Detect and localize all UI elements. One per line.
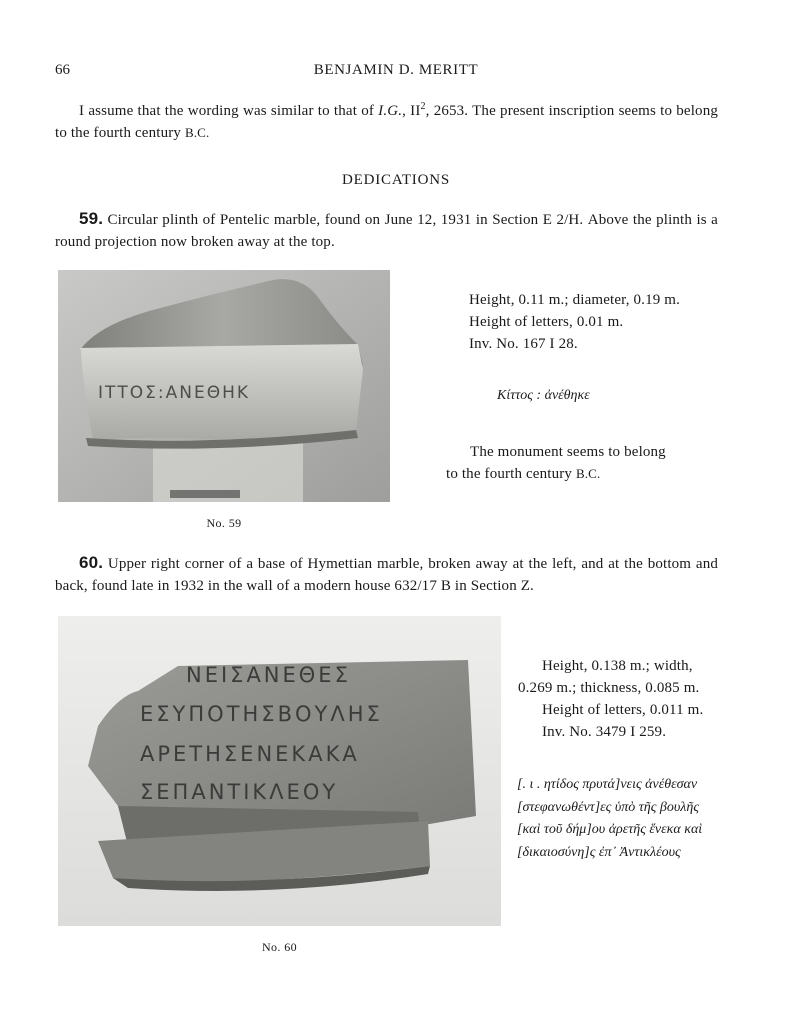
superscript: 2 bbox=[420, 101, 426, 112]
intro-text-a: I assume that the wording was similar to that of bbox=[79, 103, 379, 119]
dim-line: Height of letters, 0.01 m. bbox=[469, 314, 624, 330]
intro-text-c: , 2653. The present inscription seems to belong to the fourth century bbox=[55, 103, 719, 141]
plinth-inscription: ΙΤΤΟΣ:ΑΝΕΘΗΚ bbox=[98, 383, 251, 403]
caption-no-59: No. 59 bbox=[206, 516, 242, 530]
dim-line: Height, 0.11 m.; diameter, 0.19 m. bbox=[469, 292, 680, 308]
entry-59-number: 59. bbox=[79, 209, 104, 228]
bc-abbrev: B.C. bbox=[184, 125, 210, 140]
entry-60-description bbox=[55, 552, 718, 597]
dim-line: Height, 0.138 m.; width, bbox=[542, 658, 693, 674]
dim-line: Inv. No. 167 I 28. bbox=[469, 336, 578, 352]
inscription-line-2: ΕΣΥΠΟΤΗΣΒΟΥΛΗΣ bbox=[140, 702, 383, 726]
entry-59-greek-text: Κίττος : ἀνέθηκε bbox=[497, 388, 590, 403]
photo-no-59 bbox=[58, 270, 390, 502]
page-number: 66 bbox=[55, 62, 70, 78]
entry-60-text: Upper right corner of a base of Hymettian marble, broken away at the left, and at the bottom and back, found late in 1932 in the wall of a modern house 632/17 B in Section Ζ. bbox=[55, 556, 718, 594]
caption-no-60: No. 60 bbox=[261, 940, 298, 954]
note-line-2 bbox=[446, 463, 718, 485]
dim-line: Inv. No. 3479 I 259. bbox=[542, 724, 667, 740]
entry-59-dimensions bbox=[469, 289, 680, 355]
entry-59-note bbox=[446, 441, 718, 485]
dim-line: Height of letters, 0.011 m. bbox=[542, 702, 704, 718]
dim-line: 0.269 m.; thickness, 0.085 m. bbox=[518, 680, 700, 696]
intro-text-b: , II bbox=[402, 103, 421, 119]
ig-abbrev: I.G. bbox=[378, 103, 403, 119]
note-line-1: The monument seems to belong bbox=[470, 444, 666, 460]
entry-59-description bbox=[55, 208, 718, 253]
greek-line-1: [. ι . ητίδος πρυτά]νεις ἀνέθεσαν bbox=[517, 777, 698, 792]
greek-line-4: [δικαιοσύνη]ς ἐπ᾽ Ἀντικλέους bbox=[517, 844, 681, 860]
base-fragment-photo-svg bbox=[58, 616, 501, 926]
running-title: BENJAMIN D. MERITT bbox=[313, 62, 479, 78]
photo-no-60 bbox=[58, 616, 501, 926]
plinth-photo-svg bbox=[58, 270, 390, 502]
greek-line-2: [στεφανωθέντ]ες ὑπὸ τῆς βουλῆς bbox=[517, 799, 699, 815]
bc-abbrev: B.C. bbox=[575, 466, 601, 481]
entry-59-text: Circular plinth of Pentelic marble, found on June 12, 1931 in Section Ε 2/Η. Above the plinth is a round projection now broken away at the top. bbox=[55, 212, 718, 250]
inscription-line-1: ΝΕΙΣΑΝΕΘΕΣ bbox=[186, 663, 351, 687]
inscription-line-3: ΑΡΕΤΗΣΕΝΕΚΑΚΑ bbox=[140, 742, 360, 766]
inscription-line-4: ΣΕΠΑΝΤΙΚΛΕΟΥ bbox=[140, 780, 339, 804]
greek-line-3: [καὶ τοῦ δήμ]ου ἀρετῆς ἕνεκα καὶ bbox=[517, 822, 703, 837]
entry-60-greek-text bbox=[517, 774, 702, 864]
entry-60-dimensions bbox=[518, 655, 722, 743]
section-heading: DEDICATIONS bbox=[342, 172, 450, 188]
entry-60-number: 60. bbox=[79, 553, 104, 572]
note-line-2-text: to the fourth century bbox=[446, 466, 576, 482]
intro-paragraph bbox=[55, 96, 718, 144]
